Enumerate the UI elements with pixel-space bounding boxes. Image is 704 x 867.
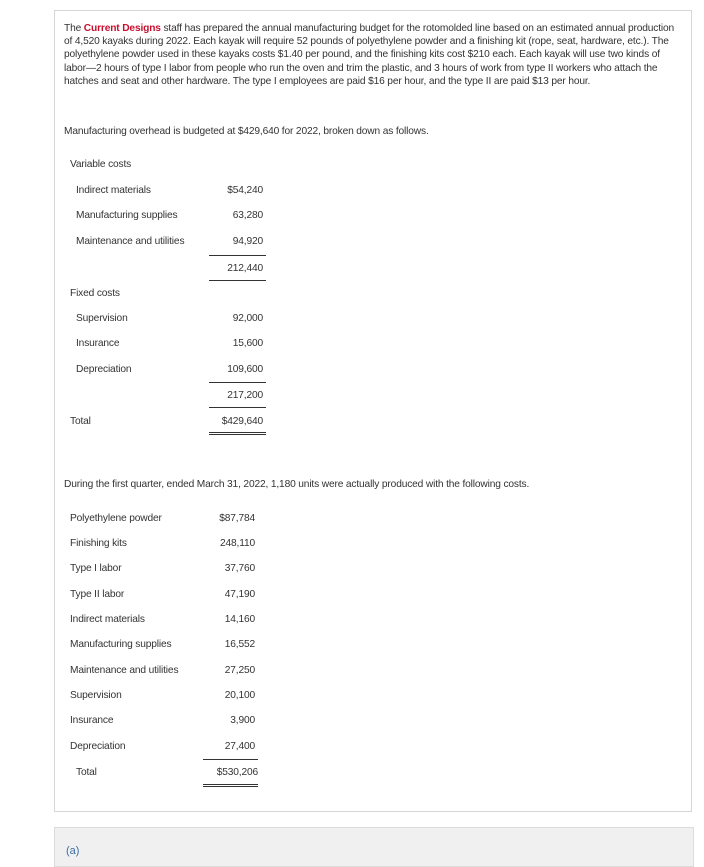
actual-value: $87,784 bbox=[219, 513, 255, 524]
actual-intro: During the first quarter, ended March 31, 2022, 1,180 units were actually produced with the following costs. bbox=[64, 479, 530, 490]
actual-label: Type II labor bbox=[70, 589, 125, 600]
overhead-value: $54,240 bbox=[227, 185, 263, 196]
subtotal-rule bbox=[209, 382, 266, 383]
actual-value: 20,100 bbox=[224, 690, 255, 701]
company-name: Current Designs bbox=[83, 23, 161, 34]
actual-value: 37,760 bbox=[224, 563, 255, 574]
overhead-total-value: $429,640 bbox=[221, 416, 263, 427]
double-rule bbox=[203, 784, 258, 785]
problem-intro: The Current Designs staff has prepared the annual manufacturing budget for the rotomolded line based on an estimated annual production of 4,520 kayaks during 2022. Each kayak will require 52 pounds of polyethylene powder and a finishing kit (rope, seat, hardware, etc.). The polyethylene powder used in these kayaks costs $1.40 per pound, and the finishing kits cost $210 each. Each kayak will use two kinds of labor—2 hours of type I labor from people who run the oven and trim the plastic, and 3 hours of work from type II workers who attach the hatches and seat and other hardware. The type I employees are paid $16 per hour, and the type II are paid $13 per hour. bbox=[64, 23, 675, 87]
double-rule bbox=[203, 786, 258, 787]
overhead-label: Indirect materials bbox=[76, 185, 151, 196]
overhead-value: 63,280 bbox=[232, 210, 263, 221]
overhead-label: Maintenance and utilities bbox=[76, 236, 185, 247]
actual-value: 27,400 bbox=[224, 741, 255, 752]
fixed-costs-header: Fixed costs bbox=[70, 288, 120, 299]
subtotal-rule bbox=[203, 759, 258, 760]
actual-label: Type I labor bbox=[70, 563, 122, 574]
subtotal-rule bbox=[209, 407, 266, 408]
actual-total-value: $530,206 bbox=[216, 767, 258, 778]
actual-value: 248,110 bbox=[219, 538, 255, 549]
variable-subtotal: 212,440 bbox=[227, 263, 263, 274]
fixed-subtotal: 217,200 bbox=[227, 390, 263, 401]
subtotal-rule bbox=[209, 280, 266, 281]
part-a-label: (a) bbox=[66, 845, 80, 857]
actual-value: 3,900 bbox=[230, 715, 255, 726]
overhead-label: Manufacturing supplies bbox=[76, 210, 178, 221]
overhead-label: Depreciation bbox=[76, 364, 132, 375]
actual-label: Finishing kits bbox=[70, 538, 127, 549]
actual-value: 16,552 bbox=[224, 639, 255, 650]
double-rule bbox=[209, 434, 266, 435]
actual-label: Maintenance and utilities bbox=[70, 665, 179, 676]
actual-total-label: Total bbox=[76, 767, 97, 778]
actual-label: Insurance bbox=[70, 715, 114, 726]
overhead-value: 94,920 bbox=[232, 236, 263, 247]
overhead-value: 92,000 bbox=[232, 313, 263, 324]
double-rule bbox=[209, 432, 266, 433]
actual-value: 47,190 bbox=[224, 589, 255, 600]
overhead-label: Insurance bbox=[76, 338, 120, 349]
actual-value: 14,160 bbox=[224, 614, 255, 625]
actual-label: Depreciation bbox=[70, 741, 126, 752]
actual-label: Supervision bbox=[70, 690, 122, 701]
variable-costs-header: Variable costs bbox=[70, 159, 132, 170]
overhead-value: 109,600 bbox=[227, 364, 263, 375]
overhead-label: Supervision bbox=[76, 313, 128, 324]
part-a-card bbox=[54, 827, 694, 867]
actual-value: 27,250 bbox=[224, 665, 255, 676]
overhead-intro: Manufacturing overhead is budgeted at $429,640 for 2022, broken down as follows. bbox=[64, 126, 429, 137]
subtotal-rule bbox=[209, 255, 266, 256]
actual-label: Polyethylene powder bbox=[70, 513, 162, 524]
overhead-total-label: Total bbox=[70, 416, 91, 427]
actual-label: Indirect materials bbox=[70, 614, 145, 625]
actual-label: Manufacturing supplies bbox=[70, 639, 172, 650]
overhead-value: 15,600 bbox=[232, 338, 263, 349]
